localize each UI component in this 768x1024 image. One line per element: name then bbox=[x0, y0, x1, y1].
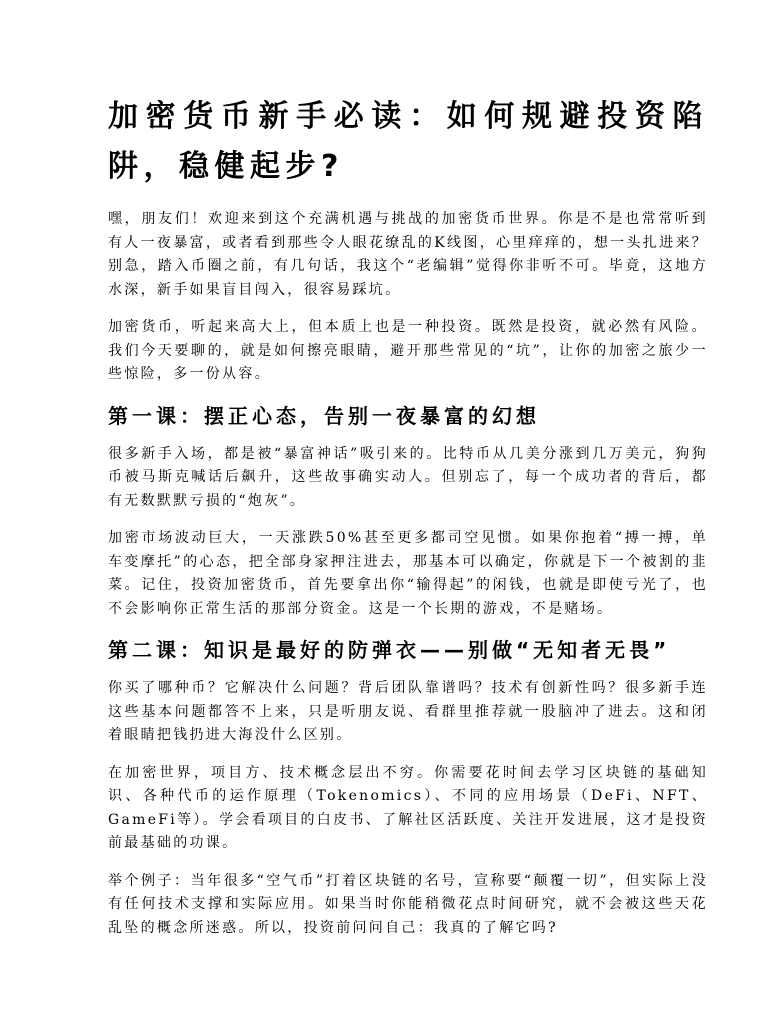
article-title: 加密货币新手必读：如何规避投资陷阱，稳健起步? bbox=[108, 99, 708, 184]
section-heading: 第二课：知识是最好的防弹衣——别做“无知者无畏” bbox=[108, 638, 671, 662]
section-paragraph: 在加密世界，项目方、技术概念层出不穷。你需要花时间去学习区块链的基础知识、各种代币的运作原理（Tokenomics）、不同的应用场景（DeFi、NFT、GameFi等）。学会看项目的白皮书、了解社区活跃度、关注开发进展，这才是投资前最基础的功课。 bbox=[108, 764, 708, 851]
intro-paragraph: 嘿，朋友们！欢迎来到这个充满机遇与挑战的加密货币世界。你是不是也常常听到有人一夜暴富，或者看到那些令人眼花缭乱的K线图，心里痒痒的，想一头扎进来？别急，踏入币圈之前，有几句话，我这个“老编辑”觉得你非听不可。毕竟，这地方水深，新手如果盲目闯入，很容易踩坑。 bbox=[108, 211, 708, 298]
article-page bbox=[108, 92, 708, 954]
section-heading: 第一课：摆正心态，告别一夜暴富的幻想 bbox=[108, 403, 540, 428]
section-paragraph: 举个例子：当年很多“空气币”打着区块链的名号，宣称要“颠覆一切”，但实际上没有任何技术支撑和实际应用。如果当时你能稍微花点时间研究，就不会被这些天花乱坠的概念所迷惑。所以，投资前问问自己：我真的了解它吗? bbox=[108, 872, 708, 936]
section-paragraph: 加密市场波动巨大，一天涨跌50%甚至更多都司空见惯。如果你抱着“搏一搏，单车变摩托”的心态，把全部身家押注进去，那基本可以确定，你就是下一个被割的韭菜。记住，投资加密货币，首先要拿出你“输得起”的闲钱，也就是即使亏光了，也不会影响你正常生活的那部分资金。这是一个长期的游戏，不是赌场。 bbox=[108, 530, 708, 617]
section-paragraph: 你买了哪种币？它解决什么问题？背后团队靠谱吗？技术有创新性吗？很多新手连这些基本问题都答不上来，只是听朋友说、看群里推荐就一股脑冲了进去。这和闭着眼睛把钱扔进大海没什么区别。 bbox=[108, 680, 708, 743]
intro-paragraph: 加密货币，听起来高大上，但本质上也是一种投资。既然是投资，就必然有风险。我们今天要聊的，就是如何擦亮眼睛，避开那些常见的“坑”，让你的加密之旅少一些惊险，多一份从容。 bbox=[108, 319, 708, 382]
section-paragraph: 很多新手入场，都是被“暴富神话”吸引来的。比特币从几美分涨到几万美元，狗狗币被马斯克喊话后飙升，这些故事确实动人。但别忘了，每一个成功者的背后，都有无数默默亏损的“炮灰”。 bbox=[108, 445, 708, 509]
